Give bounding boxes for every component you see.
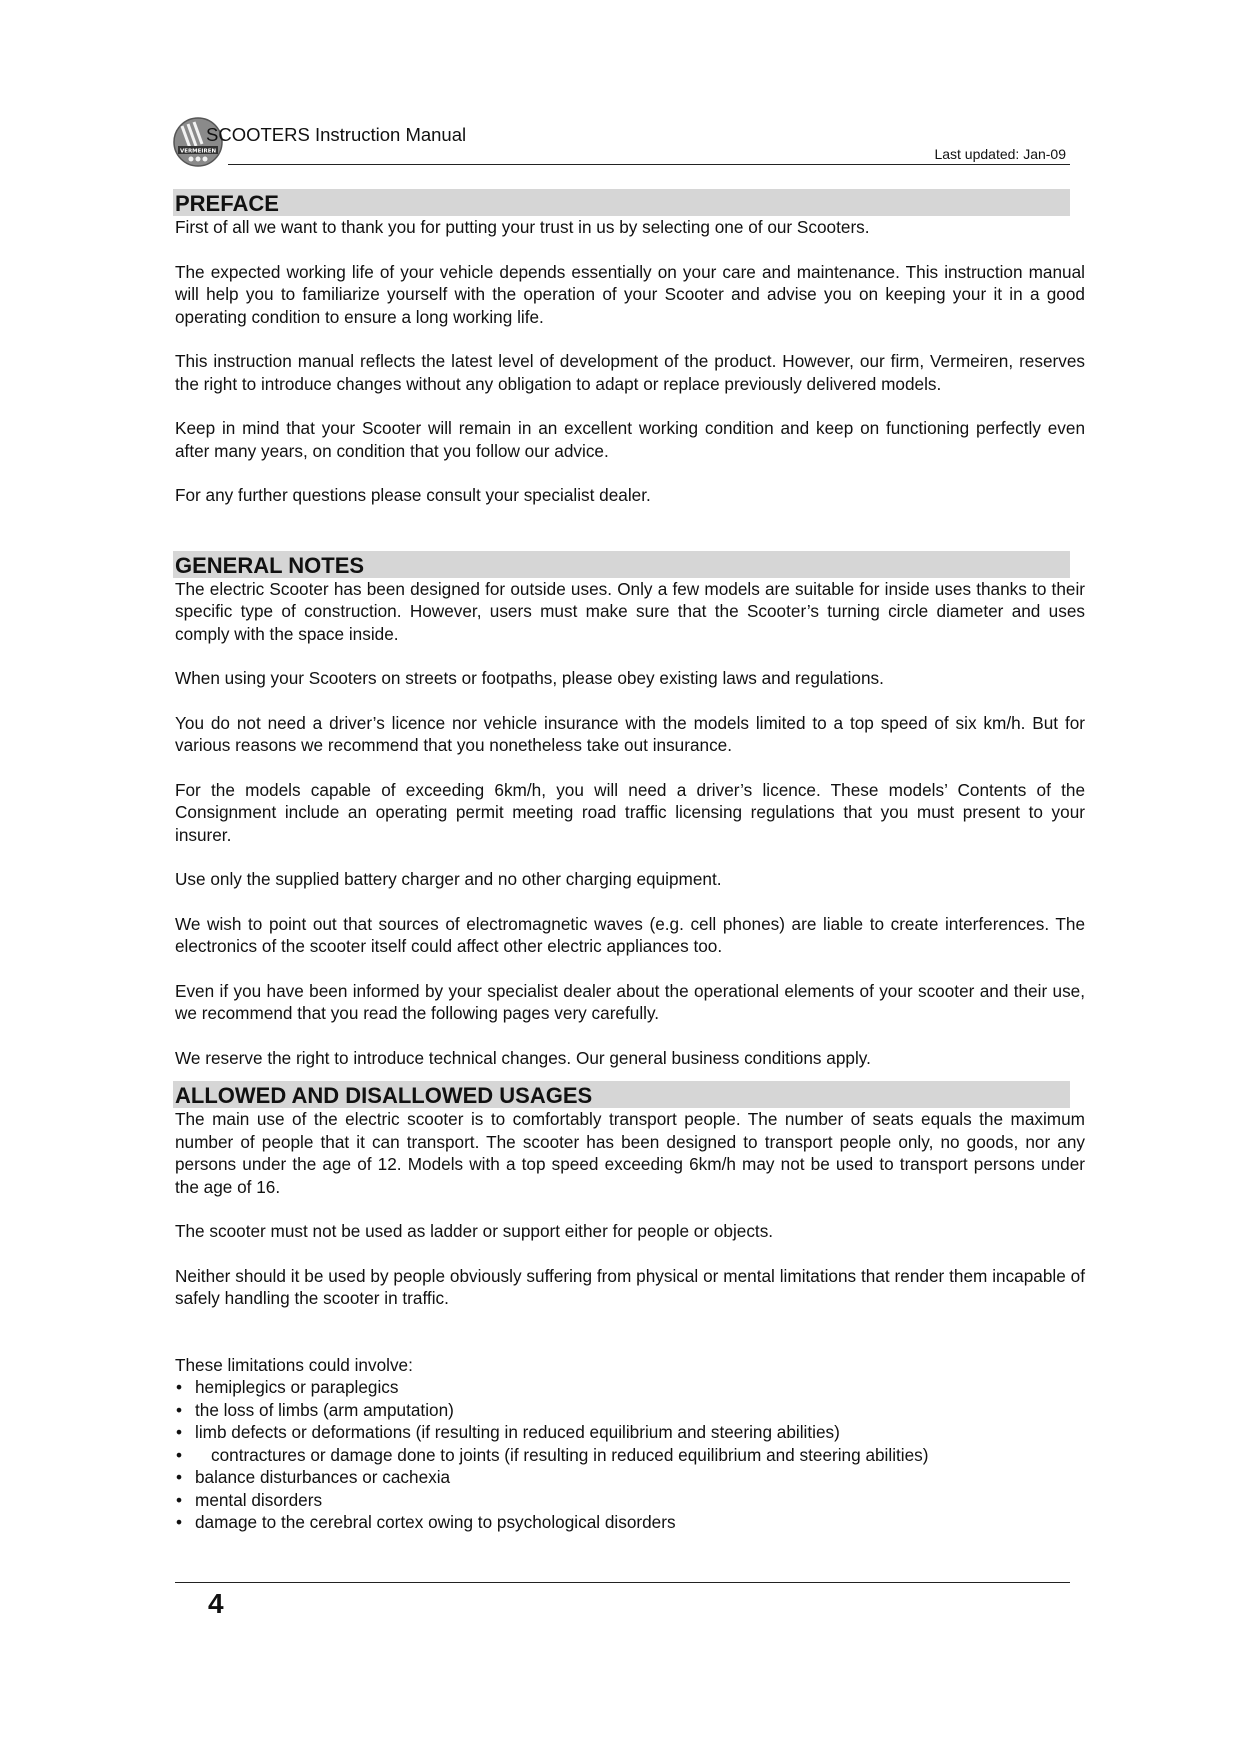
paragraph: For any further questions please consult your specialist dealer. [175,485,651,505]
page-content [175,189,1085,1534]
paragraph: You do not need a driver’s licence nor vehicle insurance with the models limited to a top speed of six km/h. But for various reasons we recommend that you nonetheless take out insurance. [175,712,1085,755]
section-heading-usages: ALLOWED AND DISALLOWED USAGES [173,1081,1070,1108]
paragraph: When using your Scooters on streets or footpaths, please obey existing laws and regulations. [175,668,884,688]
paragraph: Use only the supplied battery charger and no other charging equipment. [175,869,722,889]
footer-divider [175,1582,1070,1583]
spacer [175,529,1085,551]
paragraph: We wish to point out that sources of electromagnetic waves (e.g. cell phones) are liable to create interferences. The electronics of the scooter itself could affect other electric appliances too. [175,913,1085,956]
page-number: 4 [208,1588,224,1619]
list-item: • the loss of limbs (arm amputation) [175,1399,1085,1422]
last-updated: Last updated: Jan-09 [934,146,1066,162]
list-item: • hemiplegics or paraplegics [175,1376,1085,1399]
spacer [175,1332,1085,1354]
paragraph: For the models capable of exceeding 6km/h, you will need a driver’s licence. These models’ Contents of the Consignment include an operating permit meeting road traffic licensing regulations that you must present to your insurer. [175,779,1085,845]
paragraph: The electric Scooter has been designed for outside uses. Only a few models are suitable for inside uses thanks to their specific type of construction. However, users must make sure that the Scooter’s turning circle diameter and uses comply with the space inside. [175,578,1085,644]
document-title: SCOOTERS Instruction Manual [206,124,467,145]
paragraph: Even if you have been informed by your specialist dealer about the operational elements of your scooter and their use, we recommend that you read the following pages very carefully. [175,980,1085,1023]
list-item: • balance disturbances or cachexia [175,1466,1085,1489]
paragraph: The scooter must not be used as ladder or support either for people or objects. [175,1221,774,1241]
paragraph: Neither should it be used by people obviously suffering from physical or mental limitations that render them incapable of safely handling the scooter in traffic. [175,1265,1085,1308]
section-heading-preface: PREFACE [173,189,1070,216]
logo-text: VERMEIREN [179,148,217,155]
page-header [172,112,1070,168]
paragraph: We reserve the right to introduce technical changes. Our general business conditions apply. [175,1047,871,1068]
paragraph: First of all we want to thank you for putting your trust in us by selecting one of our Scooters. [175,217,870,237]
limitations-list [175,1376,1085,1534]
paragraph: Keep in mind that your Scooter will remain in an excellent working condition and keep on functioning perfectly even after many years, on condition that you follow our advice. [175,418,1085,461]
paragraph: The main use of the electric scooter is to comfortably transport people. The number of seats equals the maximum number of people that it can transport. The scooter has been designed to transport people only, no goods, nor any persons under the age of 12. Models with a top speed exceeding 6km/h may not be used to transport persons under the age of 16. [175,1109,1085,1197]
list-item: • limb defects or deformations (if resulting in reduced equilibrium and steering abilities) [175,1421,1085,1444]
paragraph: The expected working life of your vehicle depends essentially on your care and maintenance. This instruction manual will help you to familiarize yourself with the operation of your Scooter and advise you on keeping your it in a good operating condition to ensure a long working life. [175,261,1085,327]
paragraph: This instruction manual reflects the latest level of development of the product. However, our firm, Vermeiren, reserves the right to introduce changes without any obligation to adapt or replace previously delivered models. [175,351,1085,394]
list-item: • damage to the cerebral cortex owing to psychological disorders [175,1511,1085,1534]
list-item: • mental disorders [175,1489,1085,1512]
list-item: • contractures or damage done to joints (if resulting in reduced equilibrium and steering abilities) [175,1444,1085,1467]
header-divider [228,164,1070,165]
section-heading-general-notes: GENERAL NOTES [173,551,1070,578]
list-intro: These limitations could involve: [175,1354,413,1375]
